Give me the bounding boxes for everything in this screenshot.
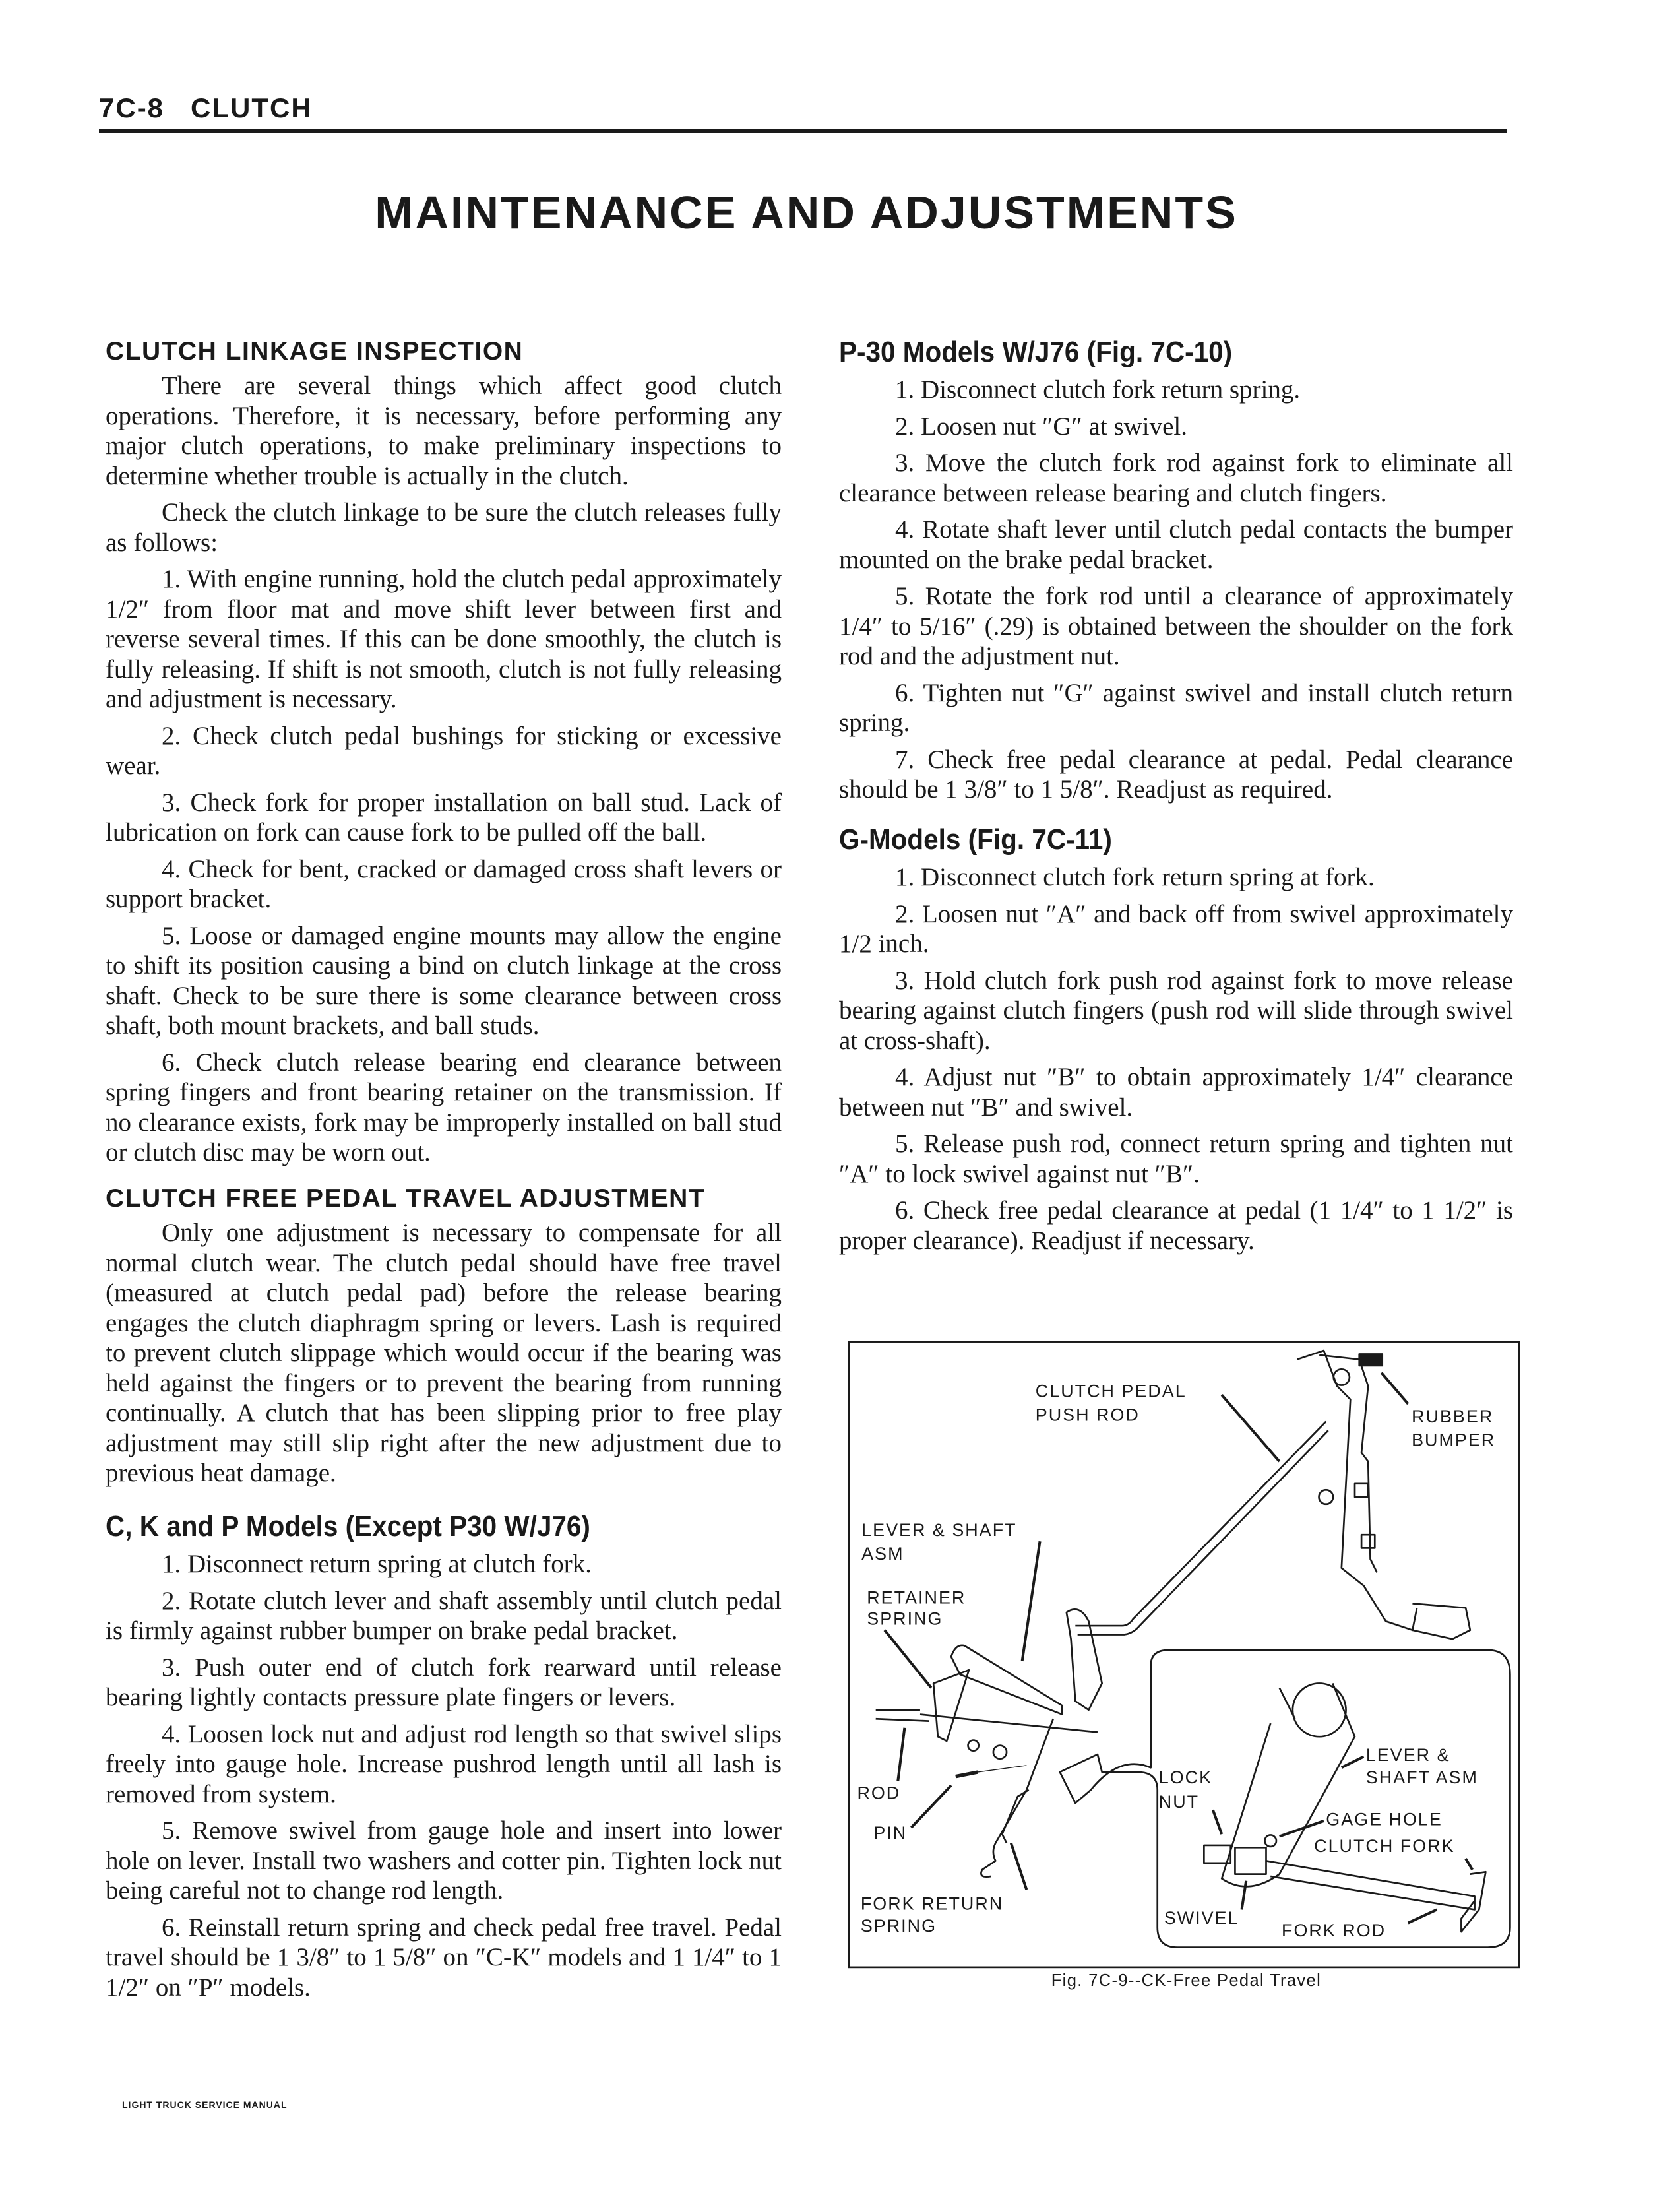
label-retainer: RETAINER [867,1587,966,1608]
paragraph: Only one adjustment is necessary to compensate for all normal clutch wear. The clutch pedal should have free travel (measured at clutch pedal pad) before the release bearing engages the clutch diaphragm spring or levers. Lash is required to prevent clutch slippage which would occur if the bearing was held against the fingers or to prevent the bearing from running continually. A clutch that has been slipping prior to free play adjustment may still slip right after the new adjustment due to previous heat damage. [106,1219,782,1487]
paragraph: 5. Loose or damaged engine mounts may allow the engine to shift its position causing a bind on clutch linkage at the cross shaft. Check to be sure there is some clearance between cross shaft, both mount brackets, and ball studs. [106,921,782,1040]
label-lever-shaft: LEVER & SHAFT [861,1520,1017,1541]
pedal-pad [1412,1603,1470,1639]
cross-shaft-lever [1067,1609,1102,1709]
paragraph: 4. Loosen lock nut and adjust rod length so that swivel slips freely into gauge hole. Increase pushrod length until all lash is removed from system. [106,1719,782,1808]
fork-rod-shape [1266,1861,1475,1909]
inset-shaft-circle [1293,1683,1346,1736]
label-fork-return: FORK RETURN [860,1894,1004,1914]
paragraph: 1. Disconnect clutch fork return spring at fork. [895,863,1375,891]
label-nut: NUT [1158,1791,1200,1812]
clutch-linkage-figure [831,1320,1524,2078]
paragraph: 3. Push outer end of clutch fork rearward until release bearing lightly contacts pressure plate fingers or levers. [106,1653,782,1711]
label-rubber: RUBBER [1412,1407,1494,1427]
paragraph: 6. Reinstall return spring and check pedal free travel. Pedal travel should be 1 3/8″ to 1 5/8″ on ″C-K″ models and 1 1/4″ to 1 1/2″ on ″P″ models. [106,1913,782,2002]
label-bumper: BUMPER [1412,1430,1496,1450]
section-heading: CLUTCH FREE PEDAL TRAVEL ADJUSTMENT [106,1184,706,1213]
paragraph: 7. Check free pedal clearance at pedal. Pedal clearance should be 1 3/8″ to 1 5/8″. Readjust as required. [839,745,1513,804]
section-heading: G-Models (Fig. 7C-11) [839,823,1112,856]
paragraph: 2. Rotate clutch lever and shaft assembly until clutch pedal is firmly against rubber bumper on brake pedal bracket. [106,1586,782,1645]
label-fork-rod: FORK ROD [1282,1920,1386,1940]
paragraph: 1. Disconnect clutch fork return spring. [895,375,1301,404]
header-rule [99,129,1507,133]
paragraph: 1. With engine running, hold the clutch pedal approximately 1/2″ from floor mat and move shift lever between first and reverse several times. If this can be done smoothly, the clutch is fully releasing. If shift is not smooth, clutch is not fully releasing and adjustment is necessary. [106,565,782,713]
paragraph: 3. Check fork for proper installation on ball stud. Lack of lubrication on fork can cause fork to be pulled off the ball. [106,788,782,846]
section-heading: C, K and P Models (Except P30 W/J76) [106,1510,590,1543]
paragraph: 6. Check free pedal clearance at pedal (1 1/4″ to 1 1/2″ is proper clearance). Readjust if necessary. [839,1196,1513,1255]
paragraph: 5. Rotate the fork rod until a clearance of approximately 1/4″ to 5/16″ (.29) is obtained between the shoulder on the fork rod and the adjustment nut. [839,582,1513,670]
paragraph: 2. Loosen nut ″G″ at swivel. [895,412,1188,441]
paragraph: 5. Release push rod, connect return spring and tighten nut ″A″ to lock swivel against nut ″B″. [839,1130,1513,1188]
label-swivel: SWIVEL [1164,1907,1239,1928]
label-inset-shaft-asm: SHAFT ASM [1365,1767,1478,1787]
paragraph: 5. Remove swivel from gauge hole and insert into lower hole on lever. Install two washers and cotter pin. Tighten lock nut being careful not to change rod length. [106,1816,782,1905]
section-name: CLUTCH [191,92,313,123]
label-rod: ROD [857,1783,901,1803]
clutch-fork-shape [1461,1872,1485,1932]
paragraph: 4. Rotate shaft lever until clutch pedal contacts the bumper mounted on the brake pedal bracket. [839,515,1513,574]
left-column-ckp-models [106,1508,782,2009]
fork-return-spring-rod [1026,1719,1053,1790]
right-column-p30 [839,334,1513,812]
label-asm: ASM [861,1543,904,1564]
paragraph: 3. Move the clutch fork rod against fork to eliminate all clearance between release bearing and clutch fingers. [839,449,1513,507]
page-title: MAINTENANCE AND ADJUSTMENTS [375,187,1238,238]
swivel-shape [1235,1847,1266,1874]
push-rod [1075,1422,1326,1626]
section-heading: CLUTCH LINKAGE INSPECTION [106,337,524,366]
label-pin: PIN [873,1822,908,1843]
label-clutch-pedal: CLUTCH PEDAL [1035,1381,1187,1401]
section-heading: P-30 Models W/J76 (Fig. 7C-10) [839,336,1233,368]
fork-return-spring [981,1790,1026,1877]
page-number: 7C-8 [99,92,165,123]
paragraph: 2. Check clutch pedal bushings for sticking or excessive wear. [106,721,782,780]
label-inset-lever: LEVER & [1365,1745,1450,1766]
paragraph: 6. Tighten nut ″G″ against swivel and install clutch return spring. [839,678,1513,737]
paragraph: 2. Loosen nut ″A″ and back off from swivel approximately 1/2 inch. [839,899,1513,958]
left-column-linkage [106,335,782,1174]
label-gage-hole: GAGE HOLE [1326,1809,1443,1830]
paragraph: 1. Disconnect return spring at clutch fork. [162,1550,592,1578]
label-clutch-fork: CLUTCH FORK [1314,1836,1455,1857]
paragraph: 4. Adjust nut ″B″ to obtain approximately 1/4″ clearance between nut ″B″ and swivel. [839,1063,1513,1122]
inset-callout [1060,1650,1510,1948]
paragraph: Check the clutch linkage to be sure the clutch releases fully as follows: [106,498,782,557]
paragraph: 3. Hold clutch fork push rod against fork to move release bearing against clutch fingers (push rod will slide through swivel at cross-shaft). [839,966,1513,1055]
gage-hole-shape [1264,1835,1276,1846]
rubber-bumper-shape [1359,1354,1383,1365]
footer: LIGHT TRUCK SERVICE MANUAL [122,2099,288,2110]
left-column-free-pedal [106,1182,782,1495]
label-fork-return-spring: SPRING [860,1916,937,1936]
figure-caption: Fig. 7C-9--CK-Free Pedal Travel [1051,1971,1322,1990]
label-push-rod: PUSH ROD [1035,1405,1140,1425]
paragraph: There are several things which affect good clutch operations. Therefore, it is necessary, before performing any major clutch operations, to make preliminary inspections to determine whether trouble is actually in the clutch. [106,371,782,490]
cross-shaft-tube [951,1645,1062,1715]
page-header [99,92,339,124]
label-retainer-spring: SPRING [867,1608,943,1629]
paragraph: 6. Check clutch release bearing end clearance between spring fingers and front bearing retainer on the transmission. If no clearance exists, fork may be improperly installed on ball stud or clutch disc may be worn out. [106,1048,782,1166]
label-lock: LOCK [1158,1767,1213,1787]
right-column-g-models [839,821,1513,1262]
paragraph: 4. Check for bent, cracked or damaged cross shaft levers or support bracket. [106,854,782,913]
